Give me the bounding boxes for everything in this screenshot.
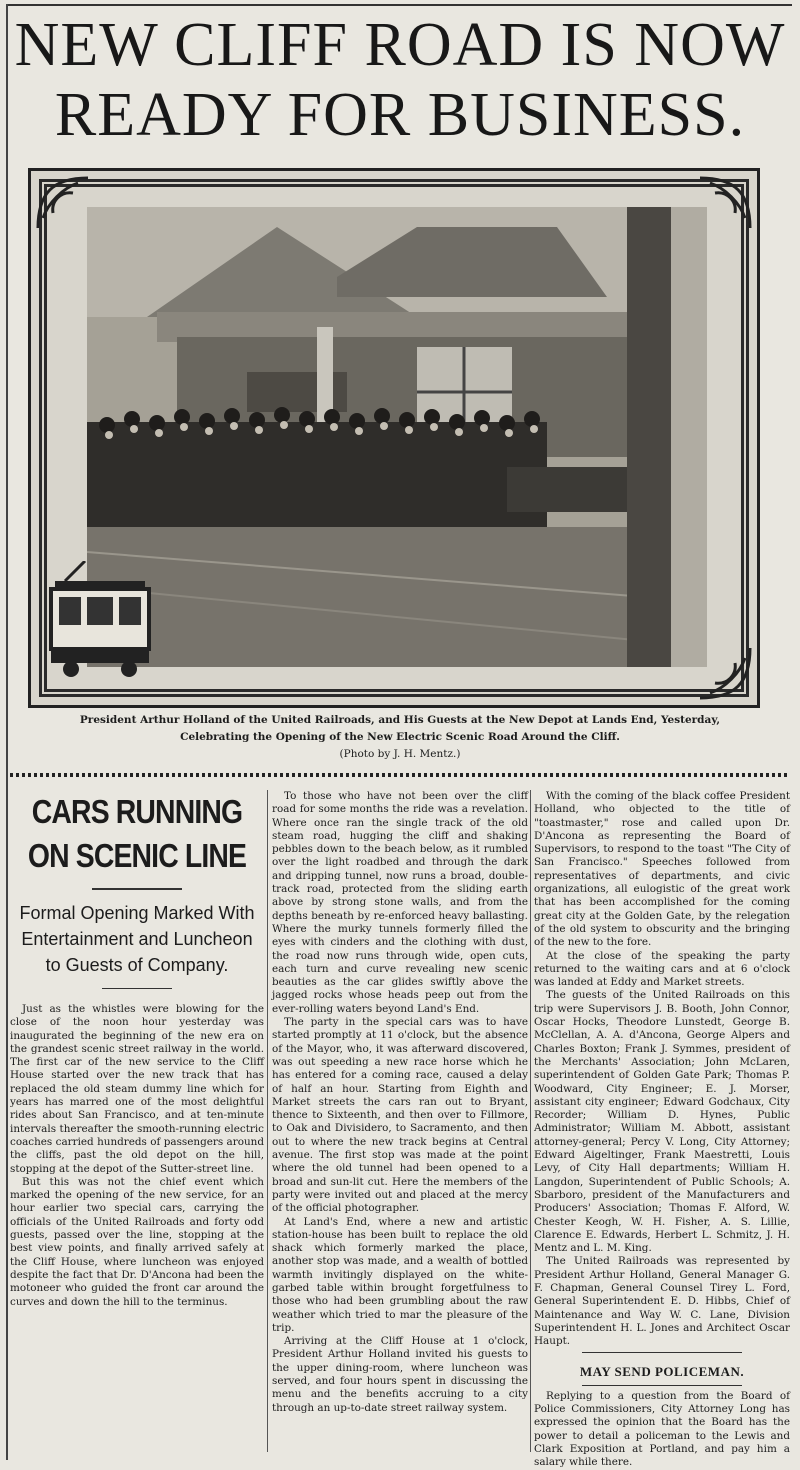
paragraph: The party in the special cars was to have started promptly at 11 o'clock, but the absence of the Mayor, who, it was afterward discovered, was out speeding a new race horse which he has entered for a coming race, caused a delay of half an hour. Starting from Eighth and Market streets the cars ran out to Bryant, thence to Sixteenth, and then over to Fillmore, to Oak and Divisidero, to Sacramento, and then out to where the new track begins at Central avenue. The first stop was made at the point where the old tunnel had been opened to a broad and sun-lit cut. Here the members of the party were invited out and placed at the mercy of the official photographer. [272,1016,528,1215]
photo-frame [28,168,760,708]
headline [10,10,790,150]
column-rule [267,790,268,1452]
top-rule [8,4,792,6]
paragraph: At the close of the speaking the party returned to the waiting cars and at 6 o'clock was landed at Eddy and Market streets. [534,949,790,989]
article-title-line-1: CARS RUNNING [31,793,243,830]
subhead-rule [582,1352,742,1353]
corner-ornament-icon [33,173,93,233]
headline-line-2: READY FOR BUSINESS. [54,81,746,149]
paragraph: Replying to a question from the Board of Police Commissioners, City Attorney Long has expressed the opinion that the Board has the power to detail a policeman to the Lewis and Clark Exposition at Portland, and pay him a salary while there. [534,1389,790,1469]
column-rule [530,790,531,1452]
photo-caption [40,712,760,763]
article-deck: Formal Opening Marked With Entertainment and Luncheon to Guests of Company. [19,903,255,975]
caption-line-2: Celebrating the Opening of the New Electric Scenic Road Around the Cliff. [180,731,620,743]
paragraph: But this was not the chief event which marked the opening of the new service, for an hour earlier two special cars, carrying the officials of the United Railroads and forty odd guests, passed over the line, stopping at the best view points, and finally arrived safely at the Cliff House, where luncheon was enjoyed despite the fact that Dr. D'Ancona had been the motoneer who guided the front car around the curves and down the hill to the terminus. [10,1175,264,1308]
depot-photograph [87,207,707,667]
section-divider [10,773,790,777]
article-title-line-2: ON SCENIC LINE [27,837,247,874]
left-rule [6,4,8,1460]
trolley-car-icon [45,561,153,681]
paragraph: Just as the whistles were blowing for the close of the noon hour yesterday was inaugurated the beginning of the new era on the grandest scenic street railway in the world. The first car of the new service to the Cliff House started over the new track that has replaced the old steam dummy line which for years has marred one of the most delightful rides about San Francisco, and at ten-minute intervals thereafter the smooth-running electric coaches carried hundreds of passengers around the cliffs, past the old depot on the hill, stopping at the depot of the Sutter-street line. [10,1003,264,1175]
article-2-title: MAY SEND POLICEMAN. [579,1364,745,1380]
subhead-rule [582,1385,742,1386]
paragraph: With the coming of the black coffee President Holland, who objected to the title of "toastmaster," rose and called upon Dr. D'Ancona as representing the Board of Supervisors, to respond to the toast "The City of San Francisco." Speeches followed from representatives of departments, and civic organizations, all eulogistic of the great work that has been accomplished for the coming great city at the Golden Gate, by the relegation of the old system to obscurity and the bringing of the new to the fore. [534,790,790,949]
caption-line-1: President Arthur Holland of the United Railroads, and His Guests at the New Depot at Lands End, Yesterday, [79,714,721,726]
photo-credit: (Photo by J. H. Mentz.) [339,748,461,760]
paragraph: The United Railroads was represented by President Arthur Holland, General Manager G. F. Chapman, General Counsel Tirey L. Ford, General Superintendent E. D. Hibbs, Chief of Maintenance and Way W. C. Lane, Division Superintendent H. L. Jones and Architect Oscar Haupt. [534,1255,790,1348]
paragraph: At Land's End, where a new and artistic station-house has been built to replace the old shack which formerly marked the place, another stop was made, and a wealth of bottled warmth invitingly displayed on the white-garbed table within brought forgetfulness to those who had been grumbling about the raw weather which tried to mar the pleasure of the trip. [272,1215,528,1334]
article-title [28,790,246,878]
headline-line-1: NEW CLIFF ROAD IS NOW [14,11,786,79]
deck-rule [92,888,182,890]
paragraph: To those who have not been over the cliff road for some months the ride was a revelation. Where once ran the single track of the old steam road, hugging the cliff and shaking pebbles down to the beach below, as it rumbled over the light roadbed and through the dark and dripping tunnel, now runs a broad, double-track road, protected from the sliding earth above by strong stone walls, and from the depths beneath by re-enforced heavy ballasting. Where the murky tunnels formerly filled the eyes with cinders and the clothing with dust, the road now runs through wide, open cuts, each turn and curve revealing new scenic beauties as the car glides swiftly above the jagged rocks whose heads peep out from the ever-rolling waters beyond Land's End. [272,790,528,1015]
column-2 [272,790,528,1415]
deck-rule [102,988,172,989]
paragraph: The guests of the United Railroads on this trip were Supervisors J. B. Booth, John Connor, Oscar Hocks, Theodore Lunstedt, George B. McClellan, A. A. d'Ancona, George Alpers and Charles Boxton; Frank J. Symmes, president of the Merchants' Association; John McLaren, superintendent of Golden Gate Park; Thomas P. Woodward, City Engineer; E. J. Morser, assistant city engineer; Edward Godchaux, City Recorder; William D. Hynes, Public Administrator; William M. Abbott, assistant attorney-general; Percy V. Long, City Attorney; Edward Aigeltinger, Frank Maestretti, Louis Levy, of City Hall departments; William H. Langdon, Superintendent of Public Schools; A. Sbarboro, president of the Manufacturers and Producers' Association; Thomas F. Alford, W. Chester Keogh, W. H. Fisher, A. S. Lillie, Clarence E. Edwards, Herbert L. Schmitz, J. H. Mentz and L. M. King. [534,989,790,1255]
column-1 [10,782,264,1309]
paragraph: Arriving at the Cliff House at 1 o'clock, President Arthur Holland invited his guests to the upper dining-room, where luncheon was served, and four hours spent in discussing the menu and the benefits accruing to a city through an up-to-date street railway system. [272,1335,528,1414]
column-3 [534,790,790,1470]
